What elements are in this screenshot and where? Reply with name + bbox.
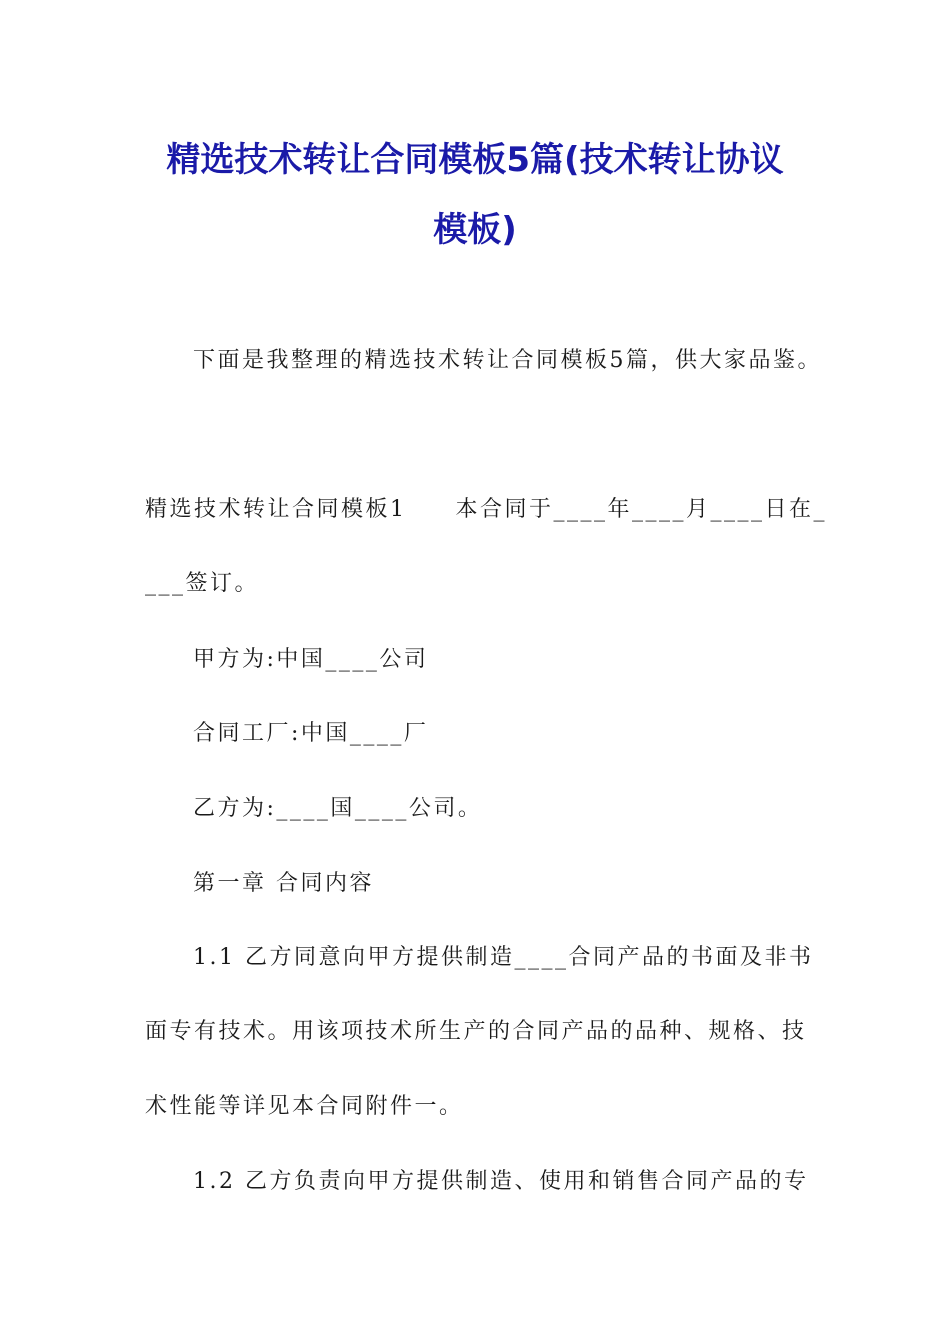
body-line: ___签订。 (145, 571, 260, 596)
document-title-line2: 模板) (433, 210, 517, 250)
factory-line: 合同工厂:中国____厂 (193, 721, 429, 746)
body-line: 术性能等详见本合同附件一。 (145, 1094, 464, 1119)
party-a-line: 甲方为:中国____公司 (193, 647, 429, 672)
clause-1-2-line: 1.2 乙方负责向甲方提供制造、使用和销售合同产品的专 (193, 1169, 809, 1194)
chapter-heading: 第一章 合同内容 (193, 871, 374, 896)
body-line: 面专有技术。用该项技术所生产的合同产品的品种、规格、技 (145, 1019, 807, 1044)
intro-paragraph: 下面是我整理的精选技术转让合同模板5篇，供大家品鉴。 (193, 348, 822, 373)
document-title-line1: 精选技术转让合同模板5篇(技术转让协议 (166, 140, 784, 180)
clause-1-1-line: 1.1 乙方同意向甲方提供制造____合同产品的书面及非书 (193, 945, 814, 970)
party-b-line: 乙方为:____国____公司。 (193, 796, 483, 821)
template1-heading-line: 精选技术转让合同模板1 本合同于____年____月____日在_ (145, 497, 827, 522)
